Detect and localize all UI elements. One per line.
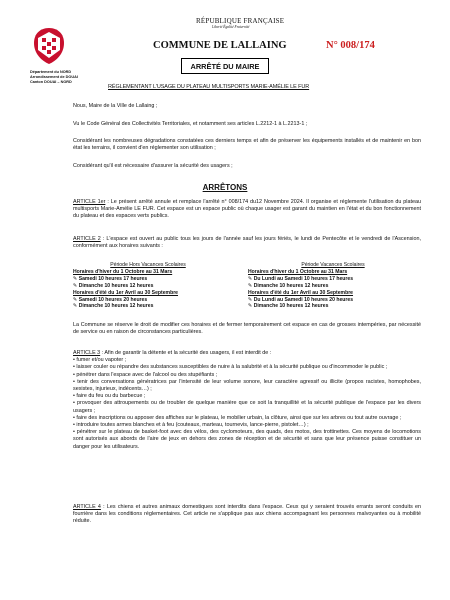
article-3 bbox=[73, 350, 421, 451]
article-4-title: ARTICLE 4 bbox=[73, 504, 101, 510]
bullet-icon: • bbox=[73, 364, 77, 371]
departement-line: Département du NORD bbox=[30, 70, 72, 74]
article-1-title: ARTICLE 1er bbox=[73, 199, 106, 205]
regulation-subject: RÉGLEMENTANT L'USAGE DU PLATEAU MULTISPORTS MARIE-AMÉLIE LE FUR bbox=[108, 84, 310, 90]
schedule-line: ✎ Dimanche 10 heures 12 heures bbox=[248, 303, 329, 310]
article-1-text: : Le présent arrêté annule et remplace l'arrêté n° 008/174 du12 Novembre 2024. Il organise et réglemente l'utilisation du plateau multisports Marie-Amélie LE FUR. Cet espace est un espace public où chaque usager est garant du maintien en l'état et du bon fonctionnement du plateau et des espaces verts publics. bbox=[73, 199, 421, 220]
article-3-intro: : Afin de garantir la détente et la sécurité des usagers, il est interdit de : bbox=[100, 350, 272, 356]
prohibitions-list bbox=[73, 357, 421, 451]
arrete-title: ARRÊTÉ DU MAIRE bbox=[190, 61, 260, 71]
list-item: • pénétrer dans l'espace avec de l'alcool ou des stupéfiants ; bbox=[73, 371, 218, 378]
schedule-heading: Période Vacances Scolaires bbox=[301, 262, 365, 268]
preamble-maire: Nous, Maire de la Ville de Lallaing ; bbox=[73, 103, 158, 109]
schedule-line: ✎ Samedi 10 heures 17 heures bbox=[73, 275, 148, 282]
schedule-line: ✎ Dimanche 10 heures 12 heures bbox=[73, 303, 154, 310]
list-item: • tenir des conversations génératrices par l'intensité de leur volume sonore, leur caractère agressif ou illicite (propos racistes, homophobes, sexistes, injurieux, indécents…) ; bbox=[73, 378, 421, 393]
arrete-title-box bbox=[181, 58, 269, 74]
schedule-summer-title: Horaires d'été du 1er Avril au 30 Septembre bbox=[73, 289, 179, 296]
article-3-title: ARTICLE 3 bbox=[73, 350, 101, 356]
list-item: • laisser couler ou répandre des substances susceptibles de nuire à la salubrité et à la sécurité publique ou d'incommoder le public ; bbox=[73, 364, 388, 371]
coat-of-arms-icon bbox=[30, 26, 68, 66]
bullet-icon: ✎ bbox=[248, 296, 254, 303]
bullet-icon: • bbox=[73, 414, 77, 421]
republique-motto: Liberté Égalité Fraternité bbox=[212, 25, 250, 29]
article-2 bbox=[73, 236, 421, 250]
bullet-icon: ✎ bbox=[248, 303, 254, 310]
bullet-icon: ✎ bbox=[248, 275, 254, 282]
canton-line: Canton DOUAI – NORD bbox=[30, 79, 72, 84]
schedule-line: ✎ Du Lundi au Samedi 10 heures 17 heures bbox=[248, 275, 354, 282]
schedule-summer-title: Horaires d'été du 1er Avril au 30 Septembre bbox=[248, 289, 354, 296]
schedule-winter-title: Horaires d'hiver du 1 Octobre au 31 Mars bbox=[73, 268, 173, 275]
bullet-icon: • bbox=[73, 400, 78, 407]
article-4-text: : Les chiens et autres animaux domestiques sont interdits dans l'espace. Ceux qui y seraient trouvés errants seront conduits en fourrière dans les conditions réglementaires. Cet article ne s'applique pas aux chiens accompagnant les personnes malvoyantes ou à mobilité réduite. bbox=[73, 504, 421, 525]
list-item: • introduire toutes armes blanches et à feu (couteaux, marteau, tournevis, lance-pierre, pistolet…) ; bbox=[73, 422, 309, 429]
schedule-line: ✎ Du Lundi au Samedi 10 heures 20 heures bbox=[248, 296, 354, 303]
bullet-icon: • bbox=[73, 393, 77, 400]
preamble-considerant-1: Considérant les nombreuses dégradations constatées ces derniers temps et afin de préserver les équipements installés et de maintenir en bon état les terrains, il convient d'en réglementer son utilisation ; bbox=[73, 138, 421, 152]
arretons-heading: ARRÊTONS bbox=[202, 183, 248, 192]
list-item: • provoquer des attroupements ou de troubler de quelque manière que ce soit la tranquillité et la sécurité publique de l'espace par les divers usagers ; bbox=[73, 400, 421, 414]
schedule-hors-vacances bbox=[73, 262, 223, 310]
bullet-icon: • bbox=[73, 371, 77, 378]
preamble-considerant-2: Considérant qu'il est nécessaire d'assurer la sécurité des usagers ; bbox=[73, 163, 233, 169]
bullet-icon: • bbox=[73, 378, 78, 385]
schedule-vacances bbox=[248, 262, 418, 310]
bullet-icon: • bbox=[73, 429, 77, 436]
arrondissement-line: Arrondissement de DOUAI bbox=[30, 74, 78, 79]
bullet-icon: ✎ bbox=[73, 296, 79, 303]
list-item: • pénétrer sur le plateau de basket-foot avec des vélos, des cyclomoteurs, des quads, des motos, des trottinettes. Ces moyens de locomotions sont autorisés aux abords de l'aire de jeux en dehors des zones de réception et de sécurité et sans que leur présence puisse constituer un danger pour les utilisateurs. bbox=[73, 429, 421, 450]
schedule-line: ✎ Dimanche 10 heures 12 heures bbox=[248, 282, 329, 289]
schedule-winter-title: Horaires d'hiver du 1 Octobre au 31 Mars bbox=[248, 268, 348, 275]
schedule-line: ✎ Samedi 10 heures 20 heures bbox=[73, 296, 148, 303]
article-1 bbox=[73, 199, 421, 221]
list-item: • faire du feu ou du barbecue ; bbox=[73, 393, 146, 400]
bullet-icon: • bbox=[73, 422, 77, 429]
republique-title: RÉPUBLIQUE FRANÇAISE bbox=[196, 17, 285, 25]
bullet-icon: ✎ bbox=[73, 275, 79, 282]
commune-title: COMMUNE DE LALLAING bbox=[153, 40, 287, 51]
list-item: • fumer et/ou vapoter ; bbox=[73, 357, 127, 364]
bullet-icon: ✎ bbox=[73, 282, 79, 289]
schedule-line: ✎ Dimanche 10 heures 12 heures bbox=[73, 282, 154, 289]
list-item: • faire des inscriptions ou apposer des affiches sur le plateau, le mobilier urbain, la clôture, ainsi que sur les arbres ou tout autre ouvrage ; bbox=[73, 414, 402, 421]
bullet-icon: ✎ bbox=[73, 303, 79, 310]
article-4 bbox=[73, 504, 421, 526]
bullet-icon: • bbox=[73, 357, 77, 364]
arrete-number: N° 008/174 bbox=[326, 40, 375, 51]
bullet-icon: ✎ bbox=[248, 282, 254, 289]
reserve-paragraph: La Commune se réserve le droit de modifier ces horaires et de fermer temporairement cet espace en cas de grosses intempéries, par nécessité de service ou en raison de circonstances particulières. bbox=[73, 322, 421, 336]
department-block bbox=[30, 70, 78, 85]
article-2-title: ARTICLE 2 bbox=[73, 236, 101, 242]
article-2-text: : L'espace est ouvert au public tous les jours de l'année sauf les jours fériés, le lundi de Pentecôte et le vendredi de l'Ascension, conformément aux horaires suivants : bbox=[73, 236, 421, 250]
preamble-vu: Vu le Code Général des Collectivités Territoriales, et notamment ses articles L.2212-1 à L.2213-1 ; bbox=[73, 121, 308, 127]
schedule-heading: Période Hors Vacances Scolaires bbox=[110, 262, 186, 268]
